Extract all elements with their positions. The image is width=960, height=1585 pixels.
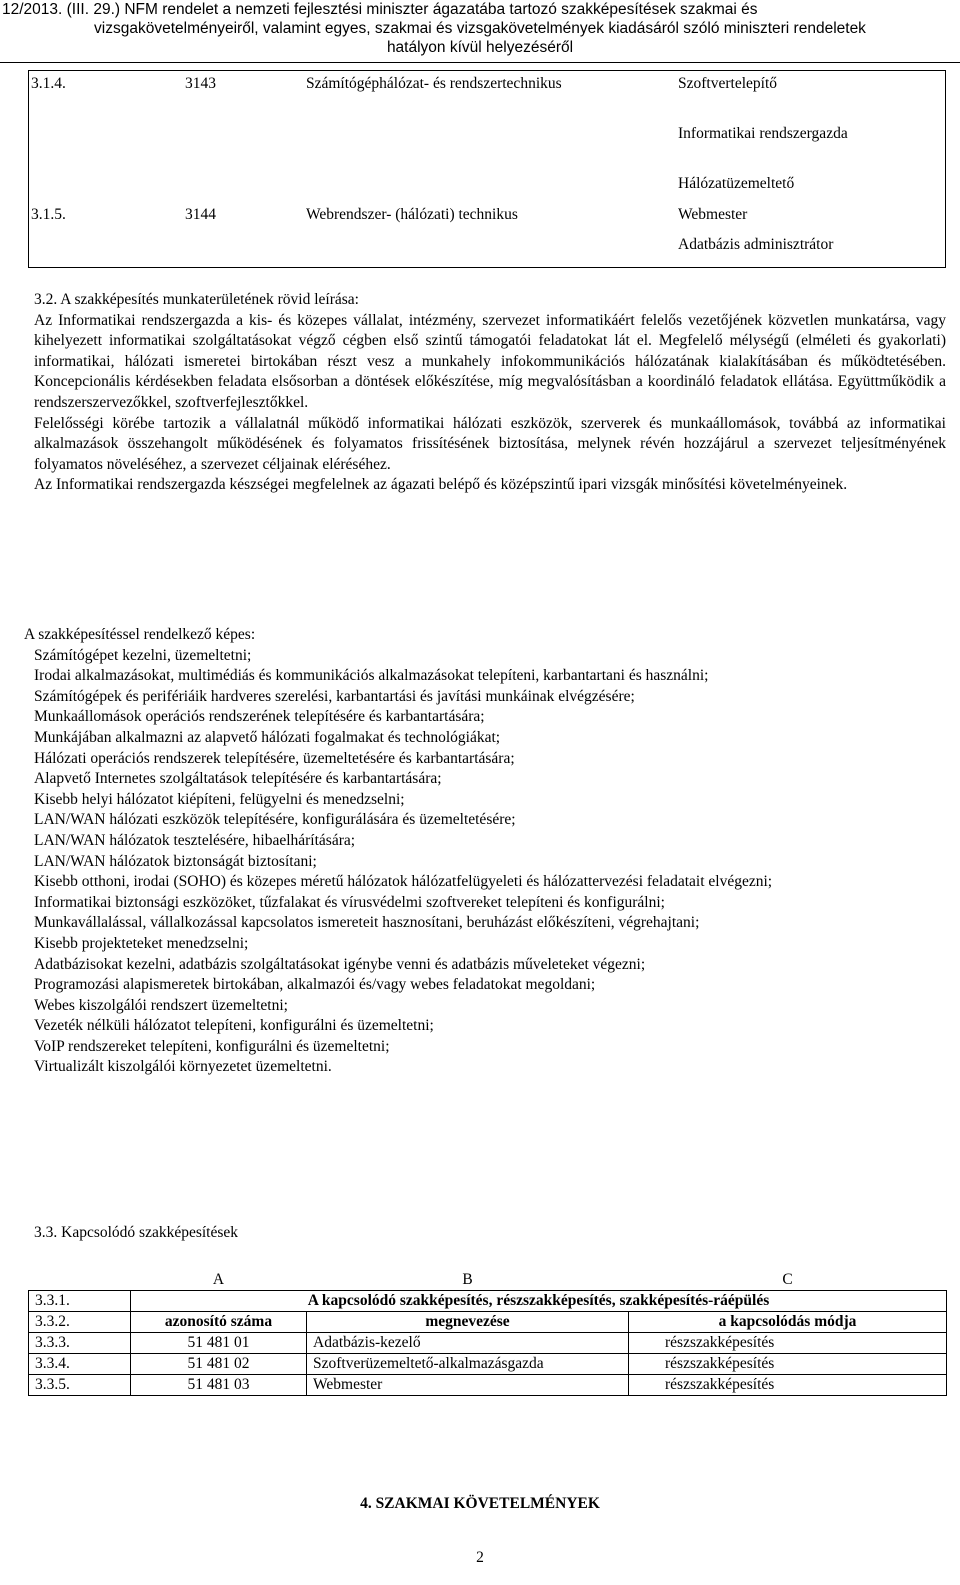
list-item: Adatbázisokat kezelni, adatbázis szolgáltatásokat igénybe venni és adatbázis műveleteket végezni; bbox=[34, 955, 646, 973]
column-header-blank bbox=[29, 1270, 131, 1291]
row-id: 3.3.2. bbox=[29, 1312, 131, 1333]
subheader-b: megnevezése bbox=[307, 1312, 629, 1333]
row-id: 3.1.4. bbox=[31, 75, 66, 92]
column-header-c: C bbox=[782, 1271, 793, 1288]
subheader-c: a kapcsolódás módja bbox=[629, 1312, 947, 1333]
list-item: Munkavállalással, vállalkozással kapcsolatos ismereteit hasznosítani, beruházást előkészíteni, végrehajtani; bbox=[34, 914, 700, 932]
role-label: Informatikai rendszergazda bbox=[678, 125, 848, 142]
list-item: Hálózati operációs rendszerek telepítésére, üzemeltetésére és karbantartására; bbox=[34, 749, 515, 767]
row-id: 3.3.1. bbox=[29, 1291, 131, 1312]
row-id: 3.1.5. bbox=[31, 206, 66, 223]
list-item: LAN/WAN hálózatok biztonságát biztosítani; bbox=[34, 852, 317, 870]
header-divider bbox=[0, 62, 960, 63]
role-label: Hálózatüzemeltető bbox=[678, 175, 795, 192]
table-row bbox=[29, 1375, 947, 1396]
capabilities-block bbox=[24, 625, 944, 1078]
cell-a: 51 481 03 bbox=[131, 1375, 307, 1396]
list-item: Számítógépek és perifériáik hardveres szerelési, karbantartási és javítási munkáinak elvégzésére; bbox=[34, 687, 635, 705]
list-item: Kisebb helyi hálózatot kiépíteni, felügyelni és menedzselni; bbox=[34, 790, 405, 808]
header-line-3: hatályon kívül helyezéséről bbox=[386, 39, 574, 56]
section-3-3-heading: 3.3. Kapcsolódó szakképesítések bbox=[34, 1224, 239, 1241]
header-line-2: vizsgakövetelményeiről, valamint egyes, szakmai és vizsgakövetelmények kiadásáról szóló miniszteri rendeletek bbox=[94, 20, 866, 37]
list-item: Munkájában alkalmazni az alapvető hálózati fogalmakat és technológiákat; bbox=[34, 728, 501, 746]
cell-c: részszakképesítés bbox=[629, 1333, 947, 1354]
row-id: 3.3.5. bbox=[29, 1375, 131, 1396]
row-name: Számítógéphálózat- és rendszertechnikus bbox=[306, 75, 562, 92]
list-item: Alapvető Internetes szolgáltatások telepítésére és karbantartására; bbox=[34, 770, 442, 788]
cell-c: részszakképesítés bbox=[629, 1375, 947, 1396]
header-line-1: 12/2013. (III. 29.) NFM rendelet a nemzeti fejlesztési miniszter ágazatába tartozó szakképesítések szakmai és bbox=[2, 1, 758, 18]
page-header bbox=[0, 0, 960, 57]
column-header-b: B bbox=[462, 1271, 473, 1288]
cell-b: Adatbázis-kezelő bbox=[307, 1333, 629, 1354]
paragraph: Felelősségi körébe tartozik a vállalatnál működő informatikai hálózati eszközök, szerverek és munkaállomások, továbbá az informatikai alkalmazások összehangolt működésének és folyamatos frissítésének biztosítása, melynek révén hozzájárul a szervezet teljesítményének folyamatos növeléséhez, a szervezet céljainak eléréséhez. bbox=[34, 414, 946, 473]
capabilities-heading: A szakképesítéssel rendelkező képes: bbox=[24, 626, 256, 643]
table-row bbox=[29, 1291, 947, 1312]
list-item: LAN/WAN hálózati eszközök telepítésére, konfigurálására és üzemeltetésére; bbox=[34, 811, 516, 829]
row-id: 3.3.3. bbox=[29, 1333, 131, 1354]
column-header-a: A bbox=[212, 1271, 225, 1288]
cell-a: 51 481 01 bbox=[131, 1333, 307, 1354]
section-3-2 bbox=[34, 290, 946, 496]
paragraph: Az Informatikai rendszergazda készségei megfelelnek az ágazati belépő és középszintű ipari vizsgák minősítési követelményeinek. bbox=[34, 476, 848, 494]
role-label: Webmester bbox=[678, 206, 748, 223]
list-item: Vezeték nélküli hálózatot telepíteni, konfigurálni és üzemeltetni; bbox=[34, 1017, 434, 1035]
cell-b: Webmester bbox=[307, 1375, 629, 1396]
merged-header-cell: A kapcsolódó szakképesítés, részszakképesítés, szakképesítés-ráépülés bbox=[131, 1291, 947, 1312]
cell-b: Szoftverüzemeltető-alkalmazásgazda bbox=[307, 1354, 629, 1375]
cell-c: részszakképesítés bbox=[629, 1354, 947, 1375]
page-number: 2 bbox=[476, 1549, 484, 1566]
paragraph: Az Informatikai rendszergazda a kis- és közepes vállalat, intézmény, szervezet informatikáért felelős vezetőjének közvetlen munkatársa, vagy kihelyezett informatikai szolgáltatásokat végző cégben első szintű támogatói feladatokat lát el. Megfelelő mélységű (elméleti és gyakorlati) informatikai, hálózati ismeretei birtokában részt vesz a munkahely infokommunikációs hálózatának kialakításában és működtetésében. Koncepcionális kérdésekben feladata elsősorban a döntések előkészítése, míg megvalósításban a koordináló feladatok ellátása. Együttműködik a rendszerszervezőkkel, szoftverfejlesztőkkel. bbox=[34, 311, 946, 411]
list-item: VoIP rendszereket telepíteni, konfigurálni és üzemeltetni; bbox=[34, 1037, 390, 1055]
list-item: Informatikai biztonsági eszközöket, tűzfalakat és vírusvédelmi szoftvereket telepíteni és konfigurálni; bbox=[34, 893, 665, 911]
list-item: Kisebb otthoni, irodai (SOHO) és közepes méretű hálózatok hálózatfelügyeleti és hálózattervezési feladatait elvégezni; bbox=[34, 873, 773, 891]
section-4-title: 4. SZAKMAI KÖVETELMÉNYEK bbox=[360, 1495, 600, 1512]
section-heading: 3.2. A szakképesítés munkaterületének rövid leírása: bbox=[34, 291, 359, 308]
occupation-table bbox=[28, 70, 946, 268]
row-code: 3144 bbox=[185, 206, 216, 223]
cell-a: 51 481 02 bbox=[131, 1354, 307, 1375]
list-item: Munkaállomások operációs rendszerének telepítésére és karbantartására; bbox=[34, 708, 485, 726]
subheader-a: azonosító száma bbox=[131, 1312, 307, 1333]
list-item: Programozási alapismeretek birtokában, alkalmazói és/vagy webes feladatokat megoldani; bbox=[34, 976, 596, 994]
list-item: Számítógépet kezelni, üzemeltetni; bbox=[34, 646, 252, 664]
table-row bbox=[29, 1354, 947, 1375]
row-id: 3.3.4. bbox=[29, 1354, 131, 1375]
row-name: Webrendszer- (hálózati) technikus bbox=[306, 206, 518, 223]
list-item: Virtualizált kiszolgálói környezetet üzemeltetni. bbox=[34, 1058, 332, 1076]
table-row bbox=[29, 1312, 947, 1333]
related-qualifications-table bbox=[28, 1270, 947, 1396]
list-item: Irodai alkalmazásokat, multimédiás és kommunikációs alkalmazásokat telepíteni, karbantartani és használni; bbox=[34, 667, 709, 685]
role-label: Adatbázis adminisztrátor bbox=[678, 236, 834, 253]
row-code: 3143 bbox=[185, 75, 216, 92]
role-label: Szoftvertelepítő bbox=[678, 75, 777, 92]
list-item: Kisebb projekteteket menedzselni; bbox=[34, 934, 249, 952]
table-row bbox=[29, 1333, 947, 1354]
list-item: Webes kiszolgálói rendszert üzemeltetni; bbox=[34, 996, 288, 1014]
list-item: LAN/WAN hálózatok tesztelésére, hibaelhárítására; bbox=[34, 831, 356, 849]
column-header-row bbox=[29, 1270, 947, 1291]
